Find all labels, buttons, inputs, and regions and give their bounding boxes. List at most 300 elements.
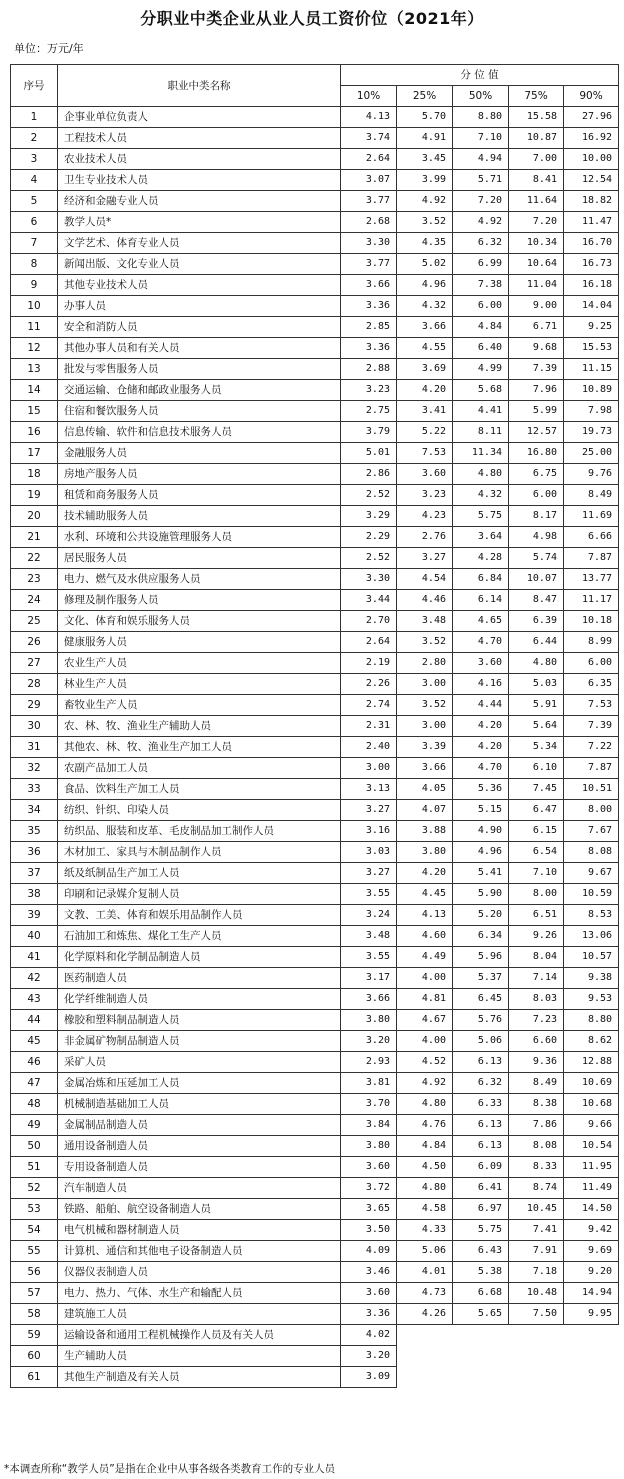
table-row [11, 548, 619, 569]
occupation-name: 木材加工、家具与木制品制作人员 [58, 842, 341, 863]
value-p10: 2.74 [341, 695, 397, 716]
value-p10: 2.64 [341, 149, 397, 170]
row-number: 56 [11, 1262, 58, 1283]
value-p25: 4.92 [397, 191, 453, 212]
value-p50: 6.33 [453, 1094, 509, 1115]
value-p50: 4.32 [453, 485, 509, 506]
row-number: 7 [11, 233, 58, 254]
value-p75: 7.39 [509, 359, 564, 380]
occupation-name: 纸及纸制品生产加工人员 [58, 863, 341, 884]
value-p90: 10.00 [564, 149, 619, 170]
value-p10: 3.66 [341, 989, 397, 1010]
value-p50: 6.13 [453, 1052, 509, 1073]
value-p10: 2.31 [341, 716, 397, 737]
value-p10: 3.23 [341, 380, 397, 401]
value-p25: 5.70 [397, 107, 453, 128]
value-p25: 4.00 [397, 1031, 453, 1052]
value-p25: 4.50 [397, 1157, 453, 1178]
value-p25: 3.52 [397, 212, 453, 233]
header-p10: 10% [341, 86, 397, 107]
value-p10: 3.46 [341, 1262, 397, 1283]
value-p75: 7.41 [509, 1220, 564, 1241]
table-row [11, 989, 619, 1010]
value-p75: 8.49 [509, 1073, 564, 1094]
value-p75: 8.00 [509, 884, 564, 905]
value-p25: 3.45 [397, 149, 453, 170]
table-row [11, 1010, 619, 1031]
value-p90: 25.00 [564, 443, 619, 464]
value-p50: 6.40 [453, 338, 509, 359]
table-row [11, 1052, 619, 1073]
value-p25: 4.00 [397, 968, 453, 989]
value-p90: 18.82 [564, 191, 619, 212]
value-p10: 3.60 [341, 1283, 397, 1304]
value-p25: 3.99 [397, 170, 453, 191]
empty-cell [397, 1367, 619, 1388]
value-p75: 10.34 [509, 233, 564, 254]
value-p10: 3.17 [341, 968, 397, 989]
value-p75: 5.99 [509, 401, 564, 422]
value-p50: 4.20 [453, 737, 509, 758]
row-number: 24 [11, 590, 58, 611]
value-p10: 4.02 [341, 1325, 397, 1346]
row-number: 3 [11, 149, 58, 170]
value-p90: 9.53 [564, 989, 619, 1010]
occupation-name: 办事人员 [58, 296, 341, 317]
value-p10: 3.20 [341, 1346, 397, 1367]
table-row [11, 569, 619, 590]
value-p75: 8.04 [509, 947, 564, 968]
occupation-name: 新闻出版、文化专业人员 [58, 254, 341, 275]
table-row [11, 485, 619, 506]
value-p10: 2.52 [341, 548, 397, 569]
occupation-name: 农副产品加工人员 [58, 758, 341, 779]
occupation-name: 机械制造基础加工人员 [58, 1094, 341, 1115]
value-p10: 3.80 [341, 1010, 397, 1031]
value-p90: 8.49 [564, 485, 619, 506]
value-p50: 6.32 [453, 1073, 509, 1094]
occupation-name: 安全和消防人员 [58, 317, 341, 338]
value-p50: 6.09 [453, 1157, 509, 1178]
value-p50: 4.94 [453, 149, 509, 170]
table-row [11, 1325, 619, 1346]
value-p10: 3.79 [341, 422, 397, 443]
value-p50: 4.20 [453, 716, 509, 737]
value-p25: 4.80 [397, 1094, 453, 1115]
occupation-name: 电力、热力、气体、水生产和输配人员 [58, 1283, 341, 1304]
value-p25: 3.66 [397, 317, 453, 338]
table-body [11, 107, 619, 1388]
value-p10: 3.30 [341, 233, 397, 254]
row-number: 39 [11, 905, 58, 926]
header-p25: 25% [397, 86, 453, 107]
value-p25: 5.22 [397, 422, 453, 443]
value-p25: 4.13 [397, 905, 453, 926]
value-p50: 4.84 [453, 317, 509, 338]
value-p10: 2.64 [341, 632, 397, 653]
value-p25: 4.81 [397, 989, 453, 1010]
value-p25: 4.55 [397, 338, 453, 359]
value-p50: 4.80 [453, 464, 509, 485]
value-p75: 7.50 [509, 1304, 564, 1325]
occupation-name: 修理及制作服务人员 [58, 590, 341, 611]
table-row [11, 527, 619, 548]
value-p10: 3.36 [341, 338, 397, 359]
value-p25: 4.20 [397, 380, 453, 401]
value-p10: 3.84 [341, 1115, 397, 1136]
row-number: 60 [11, 1346, 58, 1367]
value-p75: 8.08 [509, 1136, 564, 1157]
value-p75: 7.91 [509, 1241, 564, 1262]
table-row [11, 926, 619, 947]
row-number: 41 [11, 947, 58, 968]
value-p10: 3.30 [341, 569, 397, 590]
occupation-name: 技术辅助服务人员 [58, 506, 341, 527]
value-p50: 4.28 [453, 548, 509, 569]
table-row [11, 674, 619, 695]
table-row [11, 1283, 619, 1304]
value-p25: 3.52 [397, 632, 453, 653]
value-p75: 5.64 [509, 716, 564, 737]
table-row [11, 296, 619, 317]
value-p75: 9.68 [509, 338, 564, 359]
value-p90: 7.67 [564, 821, 619, 842]
table-row [11, 506, 619, 527]
row-number: 22 [11, 548, 58, 569]
table-row [11, 800, 619, 821]
value-p50: 5.38 [453, 1262, 509, 1283]
value-p25: 4.20 [397, 863, 453, 884]
occupation-name: 纺织品、服装和皮革、毛皮制品加工制作人员 [58, 821, 341, 842]
value-p25: 4.01 [397, 1262, 453, 1283]
occupation-name: 教学人员* [58, 212, 341, 233]
page-title: 分职业中类企业从业人员工资价位（2021年） [140, 9, 484, 28]
table-row [11, 401, 619, 422]
table-row [11, 233, 619, 254]
value-p75: 9.26 [509, 926, 564, 947]
value-p10: 2.86 [341, 464, 397, 485]
value-p75: 8.03 [509, 989, 564, 1010]
value-p75: 7.20 [509, 212, 564, 233]
occupation-name: 文学艺术、体育专业人员 [58, 233, 341, 254]
value-p10: 2.75 [341, 401, 397, 422]
occupation-name: 健康服务人员 [58, 632, 341, 653]
value-p90: 11.47 [564, 212, 619, 233]
occupation-name: 仪器仪表制造人员 [58, 1262, 341, 1283]
occupation-name: 农业技术人员 [58, 149, 341, 170]
row-number: 44 [11, 1010, 58, 1031]
row-number: 17 [11, 443, 58, 464]
value-p50: 6.43 [453, 1241, 509, 1262]
value-p10: 3.66 [341, 275, 397, 296]
table-row [11, 968, 619, 989]
value-p90: 9.38 [564, 968, 619, 989]
value-p10: 3.20 [341, 1031, 397, 1052]
header-percentile-group: 分 位 值 [341, 65, 619, 86]
table-row [11, 590, 619, 611]
row-number: 38 [11, 884, 58, 905]
row-number: 58 [11, 1304, 58, 1325]
row-number: 2 [11, 128, 58, 149]
occupation-name: 运输设备和通用工程机械操作人员及有关人员 [58, 1325, 341, 1346]
table-row [11, 632, 619, 653]
value-p50: 4.41 [453, 401, 509, 422]
value-p25: 4.67 [397, 1010, 453, 1031]
value-p10: 3.60 [341, 1157, 397, 1178]
row-number: 46 [11, 1052, 58, 1073]
value-p90: 6.35 [564, 674, 619, 695]
value-p50: 4.92 [453, 212, 509, 233]
occupation-name: 金融服务人员 [58, 443, 341, 464]
value-p10: 3.55 [341, 884, 397, 905]
value-p50: 5.90 [453, 884, 509, 905]
row-number: 21 [11, 527, 58, 548]
header-name: 职业中类名称 [58, 65, 341, 107]
table-row [11, 1367, 619, 1388]
value-p50: 3.60 [453, 653, 509, 674]
value-p50: 6.13 [453, 1115, 509, 1136]
occupation-name: 铁路、船舶、航空设备制造人员 [58, 1199, 341, 1220]
value-p90: 8.62 [564, 1031, 619, 1052]
row-number: 49 [11, 1115, 58, 1136]
value-p75: 6.47 [509, 800, 564, 821]
value-p50: 5.76 [453, 1010, 509, 1031]
value-p25: 4.46 [397, 590, 453, 611]
value-p10: 2.68 [341, 212, 397, 233]
table-row [11, 1073, 619, 1094]
value-p75: 6.39 [509, 611, 564, 632]
row-number: 61 [11, 1367, 58, 1388]
table-row [11, 317, 619, 338]
value-p90: 8.80 [564, 1010, 619, 1031]
table-row [11, 1178, 619, 1199]
value-p25: 4.54 [397, 569, 453, 590]
occupation-name: 专用设备制造人员 [58, 1157, 341, 1178]
value-p75: 6.75 [509, 464, 564, 485]
value-p50: 6.41 [453, 1178, 509, 1199]
value-p90: 7.87 [564, 548, 619, 569]
value-p10: 3.00 [341, 758, 397, 779]
value-p90: 14.50 [564, 1199, 619, 1220]
table-row [11, 1199, 619, 1220]
value-p10: 2.29 [341, 527, 397, 548]
value-p90: 7.39 [564, 716, 619, 737]
value-p90: 10.59 [564, 884, 619, 905]
value-p10: 2.93 [341, 1052, 397, 1073]
value-p90: 11.49 [564, 1178, 619, 1199]
unit-label: 单位：万元/年 [14, 42, 84, 55]
value-p75: 6.00 [509, 485, 564, 506]
table-row [11, 842, 619, 863]
occupation-name: 农、林、牧、渔业生产辅助人员 [58, 716, 341, 737]
row-number: 52 [11, 1178, 58, 1199]
value-p75: 12.57 [509, 422, 564, 443]
header-p50: 50% [453, 86, 509, 107]
value-p50: 5.20 [453, 905, 509, 926]
table-row [11, 1220, 619, 1241]
value-p25: 3.48 [397, 611, 453, 632]
value-p50: 6.34 [453, 926, 509, 947]
occupation-name: 交通运输、仓储和邮政业服务人员 [58, 380, 341, 401]
value-p50: 4.65 [453, 611, 509, 632]
row-number: 16 [11, 422, 58, 443]
table-row [11, 905, 619, 926]
value-p50: 4.70 [453, 632, 509, 653]
value-p75: 9.00 [509, 296, 564, 317]
row-number: 23 [11, 569, 58, 590]
row-number: 59 [11, 1325, 58, 1346]
footnote: *本调查所称“教学人员”是指在企业中从事各级各类教育工作的专业人员 [4, 1463, 336, 1475]
row-number: 15 [11, 401, 58, 422]
occupation-name: 卫生专业技术人员 [58, 170, 341, 191]
value-p90: 10.51 [564, 779, 619, 800]
value-p25: 4.73 [397, 1283, 453, 1304]
occupation-name: 通用设备制造人员 [58, 1136, 341, 1157]
value-p90: 14.94 [564, 1283, 619, 1304]
occupation-name: 计算机、通信和其他电子设备制造人员 [58, 1241, 341, 1262]
header-no: 序号 [11, 65, 58, 107]
table-row [11, 128, 619, 149]
value-p25: 4.80 [397, 1178, 453, 1199]
occupation-name: 其他办事人员和有关人员 [58, 338, 341, 359]
occupation-name: 其他专业技术人员 [58, 275, 341, 296]
row-number: 27 [11, 653, 58, 674]
occupation-name: 电气机械和器材制造人员 [58, 1220, 341, 1241]
table-row [11, 1031, 619, 1052]
table-row [11, 212, 619, 233]
value-p90: 19.73 [564, 422, 619, 443]
table-row [11, 821, 619, 842]
occupation-name: 林业生产人员 [58, 674, 341, 695]
table-row [11, 611, 619, 632]
value-p10: 4.09 [341, 1241, 397, 1262]
value-p50: 5.65 [453, 1304, 509, 1325]
occupation-name: 印刷和记录媒介复制人员 [58, 884, 341, 905]
row-number: 57 [11, 1283, 58, 1304]
table-row [11, 464, 619, 485]
value-p25: 4.91 [397, 128, 453, 149]
table-row [11, 170, 619, 191]
value-p25: 4.05 [397, 779, 453, 800]
value-p75: 5.03 [509, 674, 564, 695]
table-row [11, 758, 619, 779]
value-p90: 16.73 [564, 254, 619, 275]
row-number: 14 [11, 380, 58, 401]
table-row [11, 1157, 619, 1178]
value-p90: 8.99 [564, 632, 619, 653]
value-p75: 15.58 [509, 107, 564, 128]
row-number: 40 [11, 926, 58, 947]
table-row [11, 779, 619, 800]
value-p90: 9.67 [564, 863, 619, 884]
table-row [11, 338, 619, 359]
value-p90: 15.53 [564, 338, 619, 359]
value-p50: 4.16 [453, 674, 509, 695]
value-p10: 2.85 [341, 317, 397, 338]
value-p10: 3.77 [341, 191, 397, 212]
value-p50: 11.34 [453, 443, 509, 464]
value-p25: 4.60 [397, 926, 453, 947]
value-p10: 3.29 [341, 506, 397, 527]
row-number: 30 [11, 716, 58, 737]
value-p10: 2.19 [341, 653, 397, 674]
row-number: 19 [11, 485, 58, 506]
value-p90: 14.04 [564, 296, 619, 317]
value-p50: 6.99 [453, 254, 509, 275]
value-p50: 8.80 [453, 107, 509, 128]
value-p10: 3.44 [341, 590, 397, 611]
occupation-name: 医药制造人员 [58, 968, 341, 989]
value-p90: 10.54 [564, 1136, 619, 1157]
value-p90: 7.53 [564, 695, 619, 716]
value-p90: 9.66 [564, 1115, 619, 1136]
value-p10: 3.16 [341, 821, 397, 842]
header-p90: 90% [564, 86, 619, 107]
value-p25: 3.60 [397, 464, 453, 485]
occupation-name: 纺织、针织、印染人员 [58, 800, 341, 821]
value-p50: 5.75 [453, 1220, 509, 1241]
value-p90: 12.54 [564, 170, 619, 191]
value-p50: 7.38 [453, 275, 509, 296]
value-p10: 4.13 [341, 107, 397, 128]
occupation-name: 橡胶和塑料制品制造人员 [58, 1010, 341, 1031]
table-row [11, 737, 619, 758]
value-p90: 7.98 [564, 401, 619, 422]
value-p25: 3.52 [397, 695, 453, 716]
value-p75: 4.80 [509, 653, 564, 674]
row-number: 1 [11, 107, 58, 128]
value-p50: 6.97 [453, 1199, 509, 1220]
value-p50: 6.00 [453, 296, 509, 317]
occupation-name: 电力、燃气及水供应服务人员 [58, 569, 341, 590]
occupation-name: 居民服务人员 [58, 548, 341, 569]
occupation-name: 经济和金融专业人员 [58, 191, 341, 212]
row-number: 45 [11, 1031, 58, 1052]
value-p90: 16.92 [564, 128, 619, 149]
occupation-name: 农业生产人员 [58, 653, 341, 674]
table-row [11, 1136, 619, 1157]
value-p90: 11.95 [564, 1157, 619, 1178]
value-p25: 2.76 [397, 527, 453, 548]
value-p25: 3.88 [397, 821, 453, 842]
value-p75: 7.86 [509, 1115, 564, 1136]
value-p90: 27.96 [564, 107, 619, 128]
occupation-name: 石油加工和炼焦、煤化工生产人员 [58, 926, 341, 947]
row-number: 47 [11, 1073, 58, 1094]
value-p75: 10.64 [509, 254, 564, 275]
occupation-name: 房地产服务人员 [58, 464, 341, 485]
value-p25: 3.66 [397, 758, 453, 779]
value-p25: 5.02 [397, 254, 453, 275]
value-p90: 13.77 [564, 569, 619, 590]
value-p25: 4.23 [397, 506, 453, 527]
value-p75: 7.00 [509, 149, 564, 170]
row-number: 20 [11, 506, 58, 527]
value-p75: 7.23 [509, 1010, 564, 1031]
value-p25: 3.23 [397, 485, 453, 506]
occupation-name: 信息传输、软件和信息技术服务人员 [58, 422, 341, 443]
table-row [11, 107, 619, 128]
row-number: 50 [11, 1136, 58, 1157]
value-p50: 6.14 [453, 590, 509, 611]
value-p50: 8.11 [453, 422, 509, 443]
value-p50: 5.96 [453, 947, 509, 968]
value-p10: 3.81 [341, 1073, 397, 1094]
table-row [11, 1304, 619, 1325]
value-p75: 7.45 [509, 779, 564, 800]
value-p25: 4.45 [397, 884, 453, 905]
value-p75: 6.71 [509, 317, 564, 338]
